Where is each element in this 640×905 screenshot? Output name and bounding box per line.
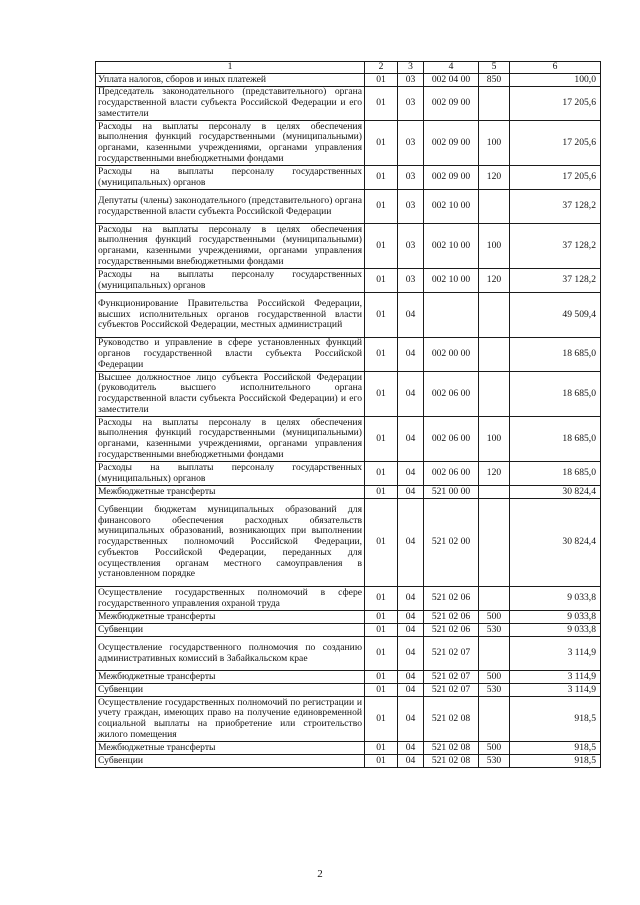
- row-target-article: 002 10 00: [424, 190, 479, 224]
- table-row: [96, 338, 601, 372]
- row-subsection: 04: [398, 587, 424, 611]
- row-target-article: 521 02 06: [424, 624, 479, 637]
- table-row: [96, 417, 601, 462]
- row-subsection: 04: [398, 372, 424, 417]
- row-subsection: 04: [398, 697, 424, 742]
- row-section: 01: [365, 269, 398, 293]
- row-target-article: 002 09 00: [424, 87, 479, 121]
- row-target-article: 521 02 07: [424, 684, 479, 697]
- row-amount: 9 033,8: [510, 611, 601, 624]
- row-name: Межбюджетные трансферты: [96, 611, 365, 624]
- row-expense-type: 100: [479, 224, 510, 269]
- row-section: 01: [365, 190, 398, 224]
- page-number: 2: [317, 868, 323, 880]
- row-subsection: 03: [398, 87, 424, 121]
- row-subsection: 03: [398, 121, 424, 166]
- table-row: [96, 637, 601, 671]
- row-expense-type: [479, 637, 510, 671]
- row-amount: 18 685,0: [510, 462, 601, 486]
- row-name: Субвенции: [96, 624, 365, 637]
- row-section: 01: [365, 684, 398, 697]
- row-expense-type: [479, 697, 510, 742]
- table-row: [96, 462, 601, 486]
- row-target-article: 002 09 00: [424, 121, 479, 166]
- row-section: 01: [365, 224, 398, 269]
- row-section: 01: [365, 87, 398, 121]
- row-subsection: 04: [398, 486, 424, 499]
- row-amount: 37 128,2: [510, 224, 601, 269]
- row-subsection: 04: [398, 671, 424, 684]
- row-expense-type: [479, 587, 510, 611]
- row-subsection: 04: [398, 637, 424, 671]
- row-target-article: 002 06 00: [424, 417, 479, 462]
- header-col-2: 2: [365, 62, 398, 74]
- table-header-row: [96, 62, 601, 74]
- row-subsection: 04: [398, 499, 424, 587]
- row-section: 01: [365, 587, 398, 611]
- table-row: [96, 269, 601, 293]
- row-name: Расходы на выплаты персоналу в целях обеспечения выполнения функций государственными (муниципальными) органами, казенными учреждениями, органами управления государственными внебюджетными фондами: [96, 417, 365, 462]
- row-target-article: 521 02 08: [424, 697, 479, 742]
- header-col-4: 4: [424, 62, 479, 74]
- row-section: 01: [365, 462, 398, 486]
- row-subsection: 03: [398, 166, 424, 190]
- row-name: Осуществление государственных полномочий в сфере государственного управления охраной труда: [96, 587, 365, 611]
- row-section: 01: [365, 166, 398, 190]
- row-section: 01: [365, 372, 398, 417]
- row-name: Расходы на выплаты персоналу в целях обеспечения выполнения функций государственными (муниципальными) органами, казенными учреждениями, органами управления государственными внебюджетными фондами: [96, 121, 365, 166]
- row-expense-type: 500: [479, 742, 510, 755]
- row-expense-type: 100: [479, 121, 510, 166]
- table-row: [96, 190, 601, 224]
- row-name: Председатель законодательного (представительного) органа государственной власти субъекта Российской Федерации и его заместители: [96, 87, 365, 121]
- header-col-3: 3: [398, 62, 424, 74]
- row-amount: 17 205,6: [510, 87, 601, 121]
- row-target-article: 002 00 00: [424, 338, 479, 372]
- budget-table-sheet: [95, 61, 600, 768]
- row-expense-type: 120: [479, 269, 510, 293]
- row-target-article: 002 10 00: [424, 224, 479, 269]
- row-amount: 100,0: [510, 74, 601, 87]
- row-section: 01: [365, 486, 398, 499]
- row-name: Функционирование Правительства Российской Федерации, высших исполнительных органов государственной власти субъектов Российской Федерации, местных администраций: [96, 293, 365, 338]
- row-target-article: 002 06 00: [424, 372, 479, 417]
- row-name: Расходы на выплаты персоналу государственных (муниципальных) органов: [96, 166, 365, 190]
- table-row: [96, 671, 601, 684]
- row-expense-type: [479, 499, 510, 587]
- row-target-article: 521 02 06: [424, 611, 479, 624]
- row-amount: 17 205,6: [510, 166, 601, 190]
- table-row: [96, 74, 601, 87]
- row-name: Расходы на выплаты персоналу в целях обеспечения выполнения функций государственными (муниципальными) органами, казенными учреждениями, органами управления государственными внебюджетными фондами: [96, 224, 365, 269]
- table-row: [96, 486, 601, 499]
- row-subsection: 03: [398, 269, 424, 293]
- row-name: Уплата налогов, сборов и иных платежей: [96, 74, 365, 87]
- row-expense-type: 530: [479, 755, 510, 768]
- row-target-article: 521 02 08: [424, 755, 479, 768]
- row-expense-type: [479, 87, 510, 121]
- header-col-6: 6: [510, 62, 601, 74]
- row-subsection: 04: [398, 417, 424, 462]
- row-target-article: 521 02 08: [424, 742, 479, 755]
- row-expense-type: 120: [479, 462, 510, 486]
- row-name: Высшее должностное лицо субъекта Российской Федерации (руководитель высшего исполнительного органа государственной власти субъекта Российской Федерации) и его заместители: [96, 372, 365, 417]
- row-name: Субвенции бюджетам муниципальных образований для финансового обеспечения расходных обязательств муниципальных образований, возникающих при выполнении государственных полномочий Российской Федерации, субъектов Российской Федерации, переданных для осуществления органам местного самоуправления в установленном порядке: [96, 499, 365, 587]
- table-row: [96, 121, 601, 166]
- row-name: Осуществление государственного полномочия по созданию административных комиссий в Забайкальском крае: [96, 637, 365, 671]
- row-section: 01: [365, 742, 398, 755]
- row-target-article: 002 06 00: [424, 462, 479, 486]
- table-row: [96, 684, 601, 697]
- row-subsection: 03: [398, 190, 424, 224]
- row-target-article: 521 02 07: [424, 637, 479, 671]
- table-row: [96, 624, 601, 637]
- table-row: [96, 166, 601, 190]
- row-expense-type: [479, 338, 510, 372]
- row-expense-type: 850: [479, 74, 510, 87]
- row-name: Расходы на выплаты персоналу государственных (муниципальных) органов: [96, 462, 365, 486]
- row-section: 01: [365, 755, 398, 768]
- row-amount: 9 033,8: [510, 587, 601, 611]
- row-target-article: 521 02 06: [424, 587, 479, 611]
- budget-table: [95, 61, 601, 768]
- row-subsection: 03: [398, 224, 424, 269]
- row-section: 01: [365, 637, 398, 671]
- row-target-article: [424, 293, 479, 338]
- table-row: [96, 587, 601, 611]
- row-subsection: 03: [398, 74, 424, 87]
- row-amount: 37 128,2: [510, 269, 601, 293]
- row-name: Руководство и управление в сфере установленных функций органов государственной власти субъекта Российской Федерации: [96, 338, 365, 372]
- row-amount: 918,5: [510, 697, 601, 742]
- row-amount: 37 128,2: [510, 190, 601, 224]
- row-name: Субвенции: [96, 684, 365, 697]
- row-subsection: 04: [398, 462, 424, 486]
- row-target-article: 002 04 00: [424, 74, 479, 87]
- table-row: [96, 611, 601, 624]
- row-section: 01: [365, 499, 398, 587]
- row-subsection: 04: [398, 755, 424, 768]
- row-subsection: 04: [398, 684, 424, 697]
- row-subsection: 04: [398, 624, 424, 637]
- row-target-article: 002 10 00: [424, 269, 479, 293]
- row-subsection: 04: [398, 293, 424, 338]
- row-amount: 49 509,4: [510, 293, 601, 338]
- row-expense-type: 120: [479, 166, 510, 190]
- row-expense-type: [479, 293, 510, 338]
- row-amount: 18 685,0: [510, 417, 601, 462]
- row-expense-type: [479, 372, 510, 417]
- row-subsection: 04: [398, 338, 424, 372]
- row-expense-type: [479, 190, 510, 224]
- table-row: [96, 372, 601, 417]
- row-section: 01: [365, 74, 398, 87]
- row-name: Межбюджетные трансферты: [96, 486, 365, 499]
- row-section: 01: [365, 624, 398, 637]
- row-name: Межбюджетные трансферты: [96, 742, 365, 755]
- row-name: Расходы на выплаты персоналу государственных (муниципальных) органов: [96, 269, 365, 293]
- row-target-article: 521 00 00: [424, 486, 479, 499]
- row-expense-type: 530: [479, 624, 510, 637]
- table-row: [96, 499, 601, 587]
- row-section: 01: [365, 697, 398, 742]
- row-subsection: 04: [398, 742, 424, 755]
- row-target-article: 521 02 07: [424, 671, 479, 684]
- row-amount: 918,5: [510, 755, 601, 768]
- row-subsection: 04: [398, 611, 424, 624]
- row-section: 01: [365, 293, 398, 338]
- row-expense-type: [479, 486, 510, 499]
- row-amount: 3 114,9: [510, 671, 601, 684]
- row-amount: 18 685,0: [510, 372, 601, 417]
- row-target-article: 521 02 00: [424, 499, 479, 587]
- row-name: Депутаты (члены) законодательного (представительного) органа государственной власти субъекта Российской Федерации: [96, 190, 365, 224]
- row-section: 01: [365, 671, 398, 684]
- row-amount: 3 114,9: [510, 637, 601, 671]
- row-amount: 3 114,9: [510, 684, 601, 697]
- table-row: [96, 87, 601, 121]
- row-expense-type: 100: [479, 417, 510, 462]
- row-section: 01: [365, 338, 398, 372]
- table-row: [96, 742, 601, 755]
- row-name: Межбюджетные трансферты: [96, 671, 365, 684]
- row-target-article: 002 09 00: [424, 166, 479, 190]
- row-expense-type: 500: [479, 611, 510, 624]
- header-col-5: 5: [479, 62, 510, 74]
- row-amount: 918,5: [510, 742, 601, 755]
- table-row: [96, 755, 601, 768]
- row-section: 01: [365, 121, 398, 166]
- header-col-1: 1: [96, 62, 365, 74]
- row-amount: 18 685,0: [510, 338, 601, 372]
- table-row: [96, 293, 601, 338]
- row-expense-type: 500: [479, 671, 510, 684]
- row-name: Осуществление государственных полномочий по регистрации и учету граждан, имеющих право на получение единовременной социальной выплаты на приобретение или строительство жилого помещения: [96, 697, 365, 742]
- row-name: Субвенции: [96, 755, 365, 768]
- table-row: [96, 697, 601, 742]
- row-amount: 30 824,4: [510, 499, 601, 587]
- row-section: 01: [365, 611, 398, 624]
- row-amount: 17 205,6: [510, 121, 601, 166]
- row-amount: 9 033,8: [510, 624, 601, 637]
- row-amount: 30 824,4: [510, 486, 601, 499]
- table-row: [96, 224, 601, 269]
- row-expense-type: 530: [479, 684, 510, 697]
- row-section: 01: [365, 417, 398, 462]
